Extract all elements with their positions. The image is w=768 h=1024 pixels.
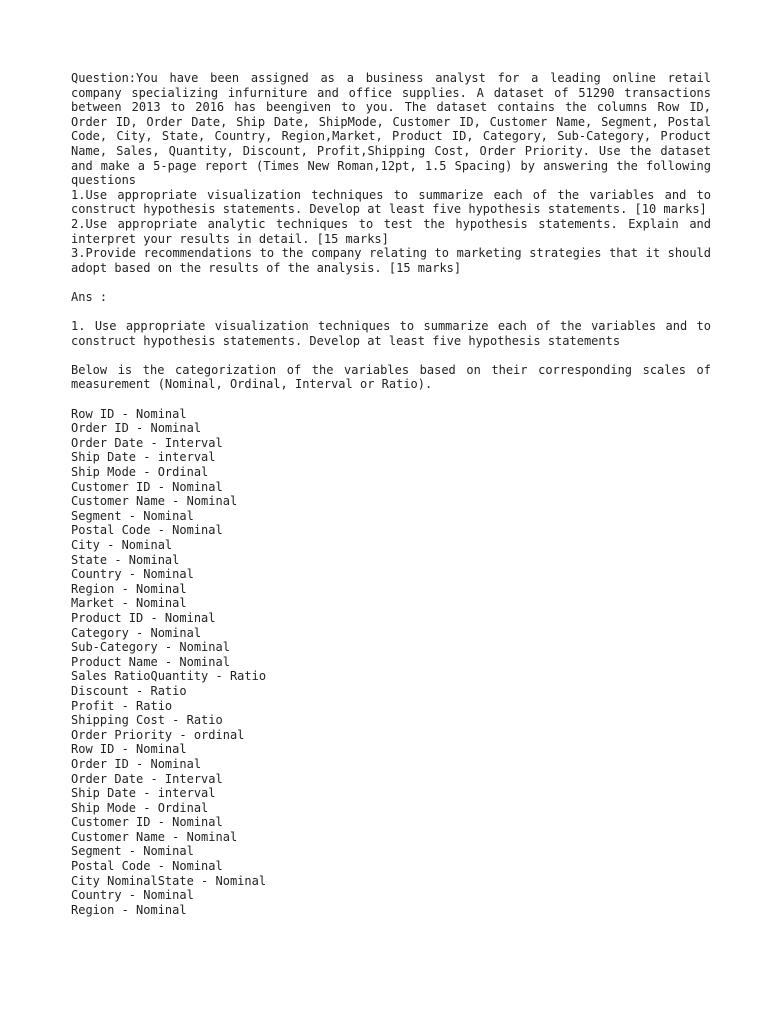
variable-item: Row ID - Nominal [71, 406, 187, 421]
spacer [71, 348, 711, 363]
variable-item: Region - Nominal [71, 902, 187, 917]
variable-item: Shipping Cost - Ratio [71, 713, 223, 728]
categorization-intro: Below is the categorization of the variables based on their corresponding scales of measurement (Nominal, Ordinal, Interval or Ratio). [71, 362, 711, 392]
variable-item: Ship Date - interval [71, 450, 216, 465]
variable-item: Sub-Category - Nominal [71, 640, 230, 655]
variable-item: Market - Nominal [71, 596, 187, 611]
variable-item: Order Date - Interval [71, 771, 223, 786]
variable-item: Region - Nominal [71, 581, 187, 596]
variable-item: Category - Nominal [71, 625, 202, 640]
spacer [71, 392, 711, 407]
variable-item: Product ID - Nominal [71, 610, 216, 625]
variable-item: Ship Mode - Ordinal [71, 465, 209, 480]
variable-item: Customer Name - Nominal [71, 829, 238, 844]
answer-label: Ans : [71, 289, 108, 304]
variable-item: Postal Code - Nominal [71, 859, 223, 874]
variable-item: Sales RatioQuantity - Ratio [71, 669, 267, 684]
variable-item: Order Priority - ordinal [71, 727, 245, 742]
variable-item: Segment - Nominal [71, 508, 194, 523]
question-1: 1.Use appropriate visualization techniques to summarize each of the variables and to construct hypothesis statements. Develop at least five hypothesis statements. [10 marks] [71, 187, 711, 217]
variable-item: Customer ID - Nominal [71, 479, 223, 494]
question-3: 3.Provide recommendations to the company relating to marketing strategies that it should adopt based on the results of the analysis. [15 marks] [71, 246, 711, 275]
spacer [71, 305, 711, 320]
variable-item: City - Nominal [71, 538, 173, 552]
variable-item: Order Date - Interval [71, 435, 223, 450]
document-page [71, 71, 711, 917]
answer-heading: 1. Use appropriate visualization techniques to summarize each of the variables and to construct hypothesis statements. Develop at least five hypothesis statements [71, 319, 711, 348]
variable-item: Row ID - Nominal [71, 742, 187, 757]
variable-item: Customer Name - Nominal [71, 494, 238, 509]
variable-item: Order ID - Nominal [71, 421, 202, 436]
spacer [71, 275, 711, 290]
variable-item: Segment - Nominal [71, 844, 194, 859]
variable-item: Ship Mode - Ordinal [71, 800, 209, 815]
variable-item: Customer ID - Nominal [71, 815, 223, 830]
variable-item: State - Nominal [71, 552, 180, 567]
variable-item: Discount - Ratio [71, 683, 187, 698]
question-2: 2.Use appropriate analytic techniques to test the hypothesis statements. Explain and interpret your results in detail. [15 marks] [71, 216, 711, 246]
variable-item: Order ID - Nominal [71, 756, 202, 771]
variable-item: Product Name - Nominal [71, 654, 230, 669]
variable-item: Profit - Ratio [71, 698, 173, 713]
variable-item: Country - Nominal [71, 567, 194, 582]
variable-list [71, 407, 711, 918]
variable-item: Ship Date - interval [71, 786, 216, 801]
variable-item: City NominalState - Nominal [71, 873, 267, 888]
question-paragraph: Question:You have been assigned as a business analyst for a leading online retail company specializing infurniture and office supplies. A dataset of 51290 transactions between 2013 to 2016 has beengiven to you. The dataset contains the columns Row ID, Order ID, Order Date, Ship Date, ShipMode, Customer ID, Customer Name, Segment, Postal Code, City, State, Country, Region,Market, Product ID, Category, Sub-Category, Product Name, Sales, Quantity, Discount, Profit,Shipping Cost, Order Priority. Use the dataset and make a 5-page report (Times New Roman,12pt, 1.5 Spacing) by answering the following questions [71, 71, 711, 188]
variable-item: Postal Code - Nominal [71, 523, 223, 538]
variable-item: Country - Nominal [71, 888, 194, 903]
